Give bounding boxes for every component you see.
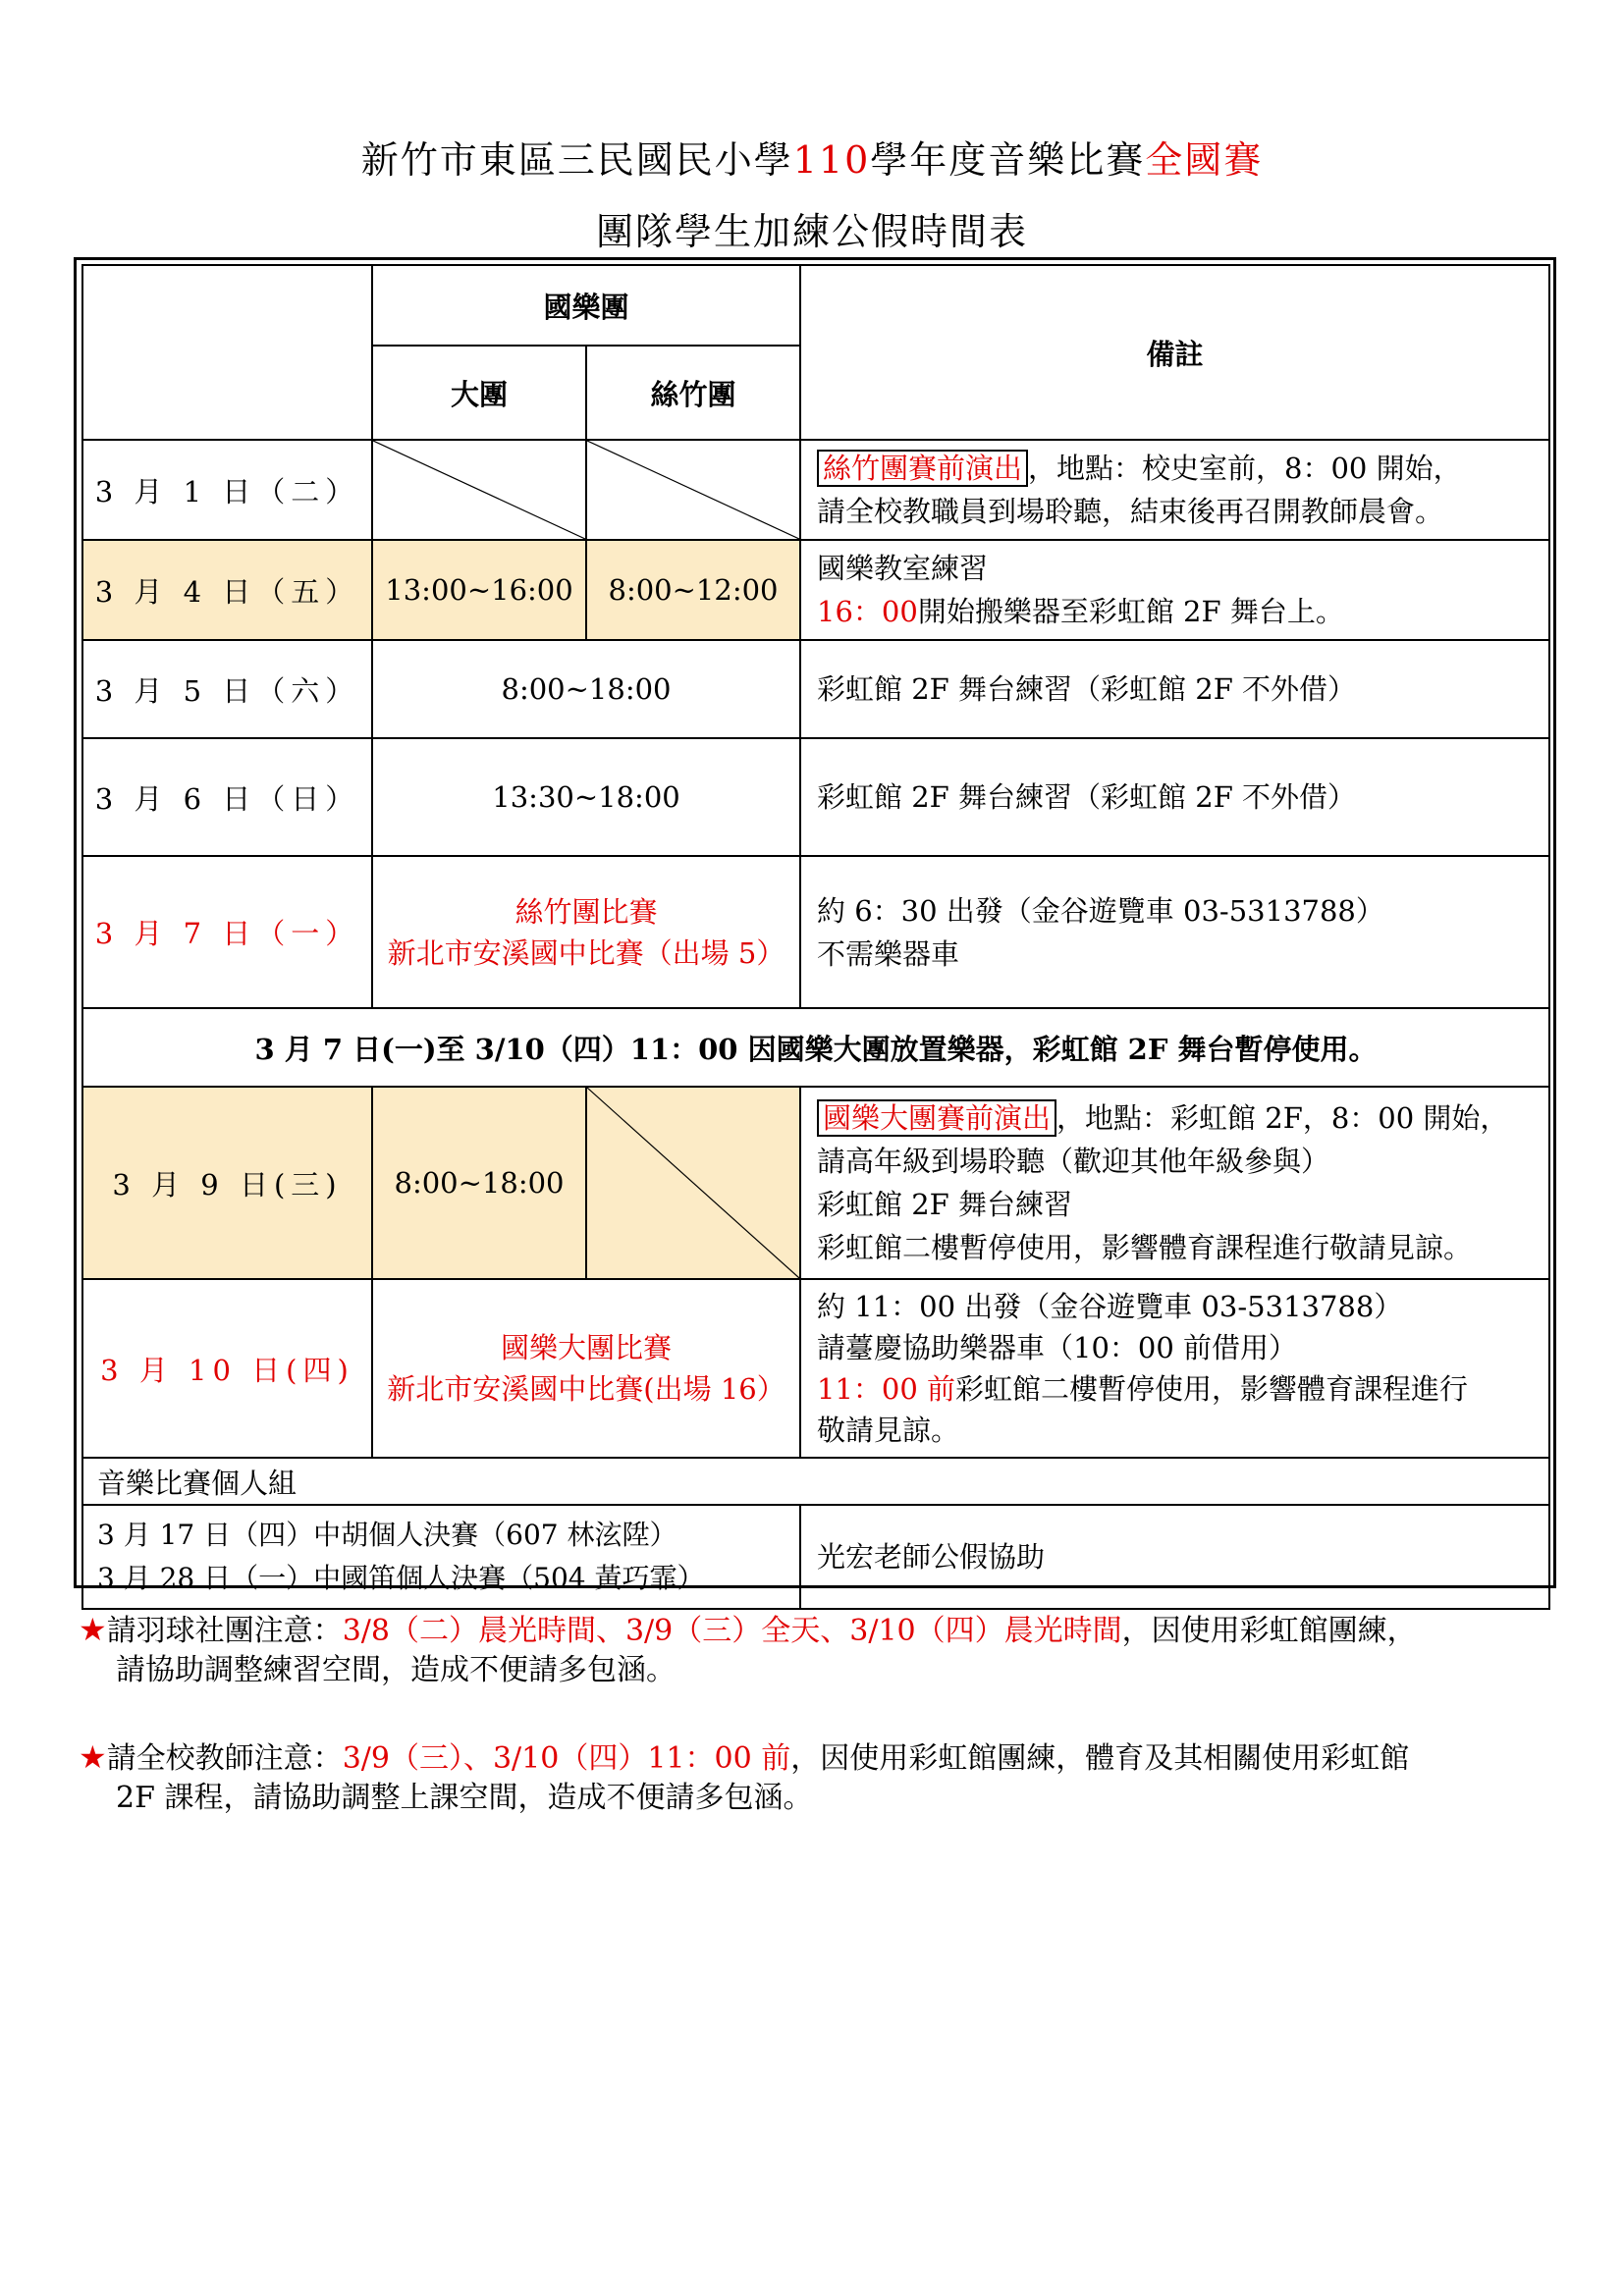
solo-entry: 3 月 28 日（一）中國笛個人決賽（504 黃巧霏） xyxy=(97,1562,705,1594)
competition-title: 國樂大團比賽 xyxy=(501,1331,673,1364)
footnote-line2: 請協助調整練習空間，造成不便請多包涵。 xyxy=(116,1653,676,1687)
header-remarks: 備註 xyxy=(800,265,1549,440)
combined-time: 8:00~18:00 xyxy=(372,640,800,738)
title-level: 全國賽 xyxy=(1145,138,1264,182)
note-time: 16：00 xyxy=(817,595,918,628)
footnote-tail: ，因使用彩虹館團練， xyxy=(1121,1614,1417,1648)
note-text: 敬請見諒。 xyxy=(817,1414,960,1447)
header-group: 國樂團 xyxy=(372,265,800,346)
combined-time: 13:30~18:00 xyxy=(372,738,800,856)
page-subtitle: 團隊學生加練公假時間表 xyxy=(595,210,1028,253)
row-note xyxy=(800,1279,1549,1458)
row-note xyxy=(800,540,1549,640)
empty-cell-diagonal xyxy=(372,440,586,540)
row-note xyxy=(800,1087,1549,1279)
big-band-time: 8:00~18:00 xyxy=(372,1087,586,1279)
silk-bamboo-time: 8:00~12:00 xyxy=(586,540,800,640)
footnote-tail: ，因使用彩虹館團練，體育及其相關使用彩虹館 xyxy=(790,1741,1410,1776)
competition-cell xyxy=(372,856,800,1008)
title-year: 110 xyxy=(792,138,871,182)
stage-closure-notice: 3 月 7 日(一)至 3/10（四）11：00 因國樂大團放置樂器，彩虹館 2F 舞台暫停使用。 xyxy=(82,1008,1549,1087)
solo-list xyxy=(82,1505,800,1609)
title-school: 新竹市東區三民國民小學 xyxy=(360,138,793,182)
note-text: 請全校教職員到場聆聽，結束後再召開教師晨會。 xyxy=(817,495,1444,528)
table-row xyxy=(82,540,1549,640)
star-icon: ★ xyxy=(79,1738,107,1776)
note-text: 不需樂器車 xyxy=(817,936,960,971)
empty-cell-diagonal xyxy=(586,440,800,540)
row-date: 3 月 4 日（五） xyxy=(82,540,372,640)
note-text: 彩虹館二樓暫停使用，影響體育課程進行敬請見諒。 xyxy=(817,1231,1473,1264)
table-row xyxy=(82,1087,1549,1279)
footnote-dates: 3/8（二）晨光時間、3/9（三）全天、3/10（四）晨光時間 xyxy=(342,1614,1122,1648)
table-row xyxy=(82,640,1549,738)
competition-title: 絲竹團比賽 xyxy=(514,894,658,929)
table-row xyxy=(82,1458,1549,1505)
competition-venue: 新北市安溪國中比賽（出場 5） xyxy=(387,935,785,970)
header-silk-bamboo: 絲竹團 xyxy=(586,346,800,440)
performance-label: 絲竹團賽前演出 xyxy=(817,450,1028,487)
header-big-band: 大團 xyxy=(372,346,586,440)
table-row xyxy=(82,1008,1549,1087)
footnote-lead: 請羽球社團注意： xyxy=(106,1614,343,1648)
row-date: 3 月 5 日（六） xyxy=(82,640,372,738)
table-row xyxy=(82,1505,1549,1609)
note-time: 11：00 前 xyxy=(817,1372,956,1406)
note-text: 約 6：30 出發（金谷遊覽車 03-5313788） xyxy=(817,893,1384,928)
row-note xyxy=(800,856,1549,1008)
note-text: 請薹慶協助樂器車（10：00 前借用） xyxy=(817,1331,1298,1364)
competition-cell xyxy=(372,1279,800,1458)
solo-entry: 3 月 17 日（四）中胡個人決賽（607 林泫陞） xyxy=(97,1519,677,1551)
footnote-badminton xyxy=(79,1610,1551,1690)
row-note xyxy=(800,440,1549,540)
star-icon: ★ xyxy=(79,1611,107,1648)
schedule-table xyxy=(81,264,1550,1610)
header-corner xyxy=(82,265,372,440)
competition-venue: 新北市安溪國中比賽(出場 16） xyxy=(387,1372,785,1406)
big-band-time: 13:00~16:00 xyxy=(372,540,586,640)
row-date: 3 月 10 日(四) xyxy=(82,1279,372,1458)
performance-label: 國樂大團賽前演出 xyxy=(817,1099,1056,1137)
table-row xyxy=(82,738,1549,856)
table-row xyxy=(82,440,1549,540)
note-text: 彩虹館 2F 舞台練習 xyxy=(817,1188,1073,1221)
row-note: 彩虹館 2F 舞台練習（彩虹館 2F 不外借） xyxy=(800,738,1549,856)
row-date: 3 月 9 日(三) xyxy=(82,1087,372,1279)
row-date: 3 月 1 日（二） xyxy=(82,440,372,540)
row-note: 彩虹館 2F 舞台練習（彩虹館 2F 不外借） xyxy=(800,640,1549,738)
schedule-sheet xyxy=(74,257,1556,1594)
row-date: 3 月 6 日（日） xyxy=(82,738,372,856)
row-date: 3 月 7 日（一） xyxy=(82,856,372,1008)
title-mid: 學年度音樂比賽 xyxy=(870,138,1146,182)
solo-section-heading: 音樂比賽個人組 xyxy=(82,1458,1549,1505)
footnote-lead: 請全校教師注意： xyxy=(106,1741,343,1776)
footnote-line2: 2F 課程，請協助調整上課空間，造成不便請多包涵。 xyxy=(116,1781,813,1815)
footnote-dates: 3/9（三）、3/10（四）11：00 前 xyxy=(342,1741,791,1776)
note-text: 請高年級到場聆聽（歡迎其他年級參與） xyxy=(817,1145,1330,1178)
note-text: 約 11：00 出發（金谷遊覽車 03-5313788） xyxy=(817,1290,1403,1323)
note-text: ，地點：校史室前，8：00 開始， xyxy=(1028,452,1462,485)
note-text: 國樂教室練習 xyxy=(817,552,989,585)
note-text: ，地點：彩虹館 2F，8：00 開始， xyxy=(1056,1101,1509,1135)
footnote-teachers xyxy=(79,1737,1551,1818)
note-text: 開始搬樂器至彩虹館 2F 舞台上。 xyxy=(917,595,1344,628)
empty-cell-diagonal xyxy=(586,1087,800,1279)
table-row xyxy=(82,1279,1549,1458)
note-text: 彩虹館二樓暫停使用，影響體育課程進行 xyxy=(955,1372,1469,1406)
page-title xyxy=(0,130,1624,184)
solo-note: 光宏老師公假協助 xyxy=(800,1505,1549,1609)
table-row xyxy=(82,856,1549,1008)
